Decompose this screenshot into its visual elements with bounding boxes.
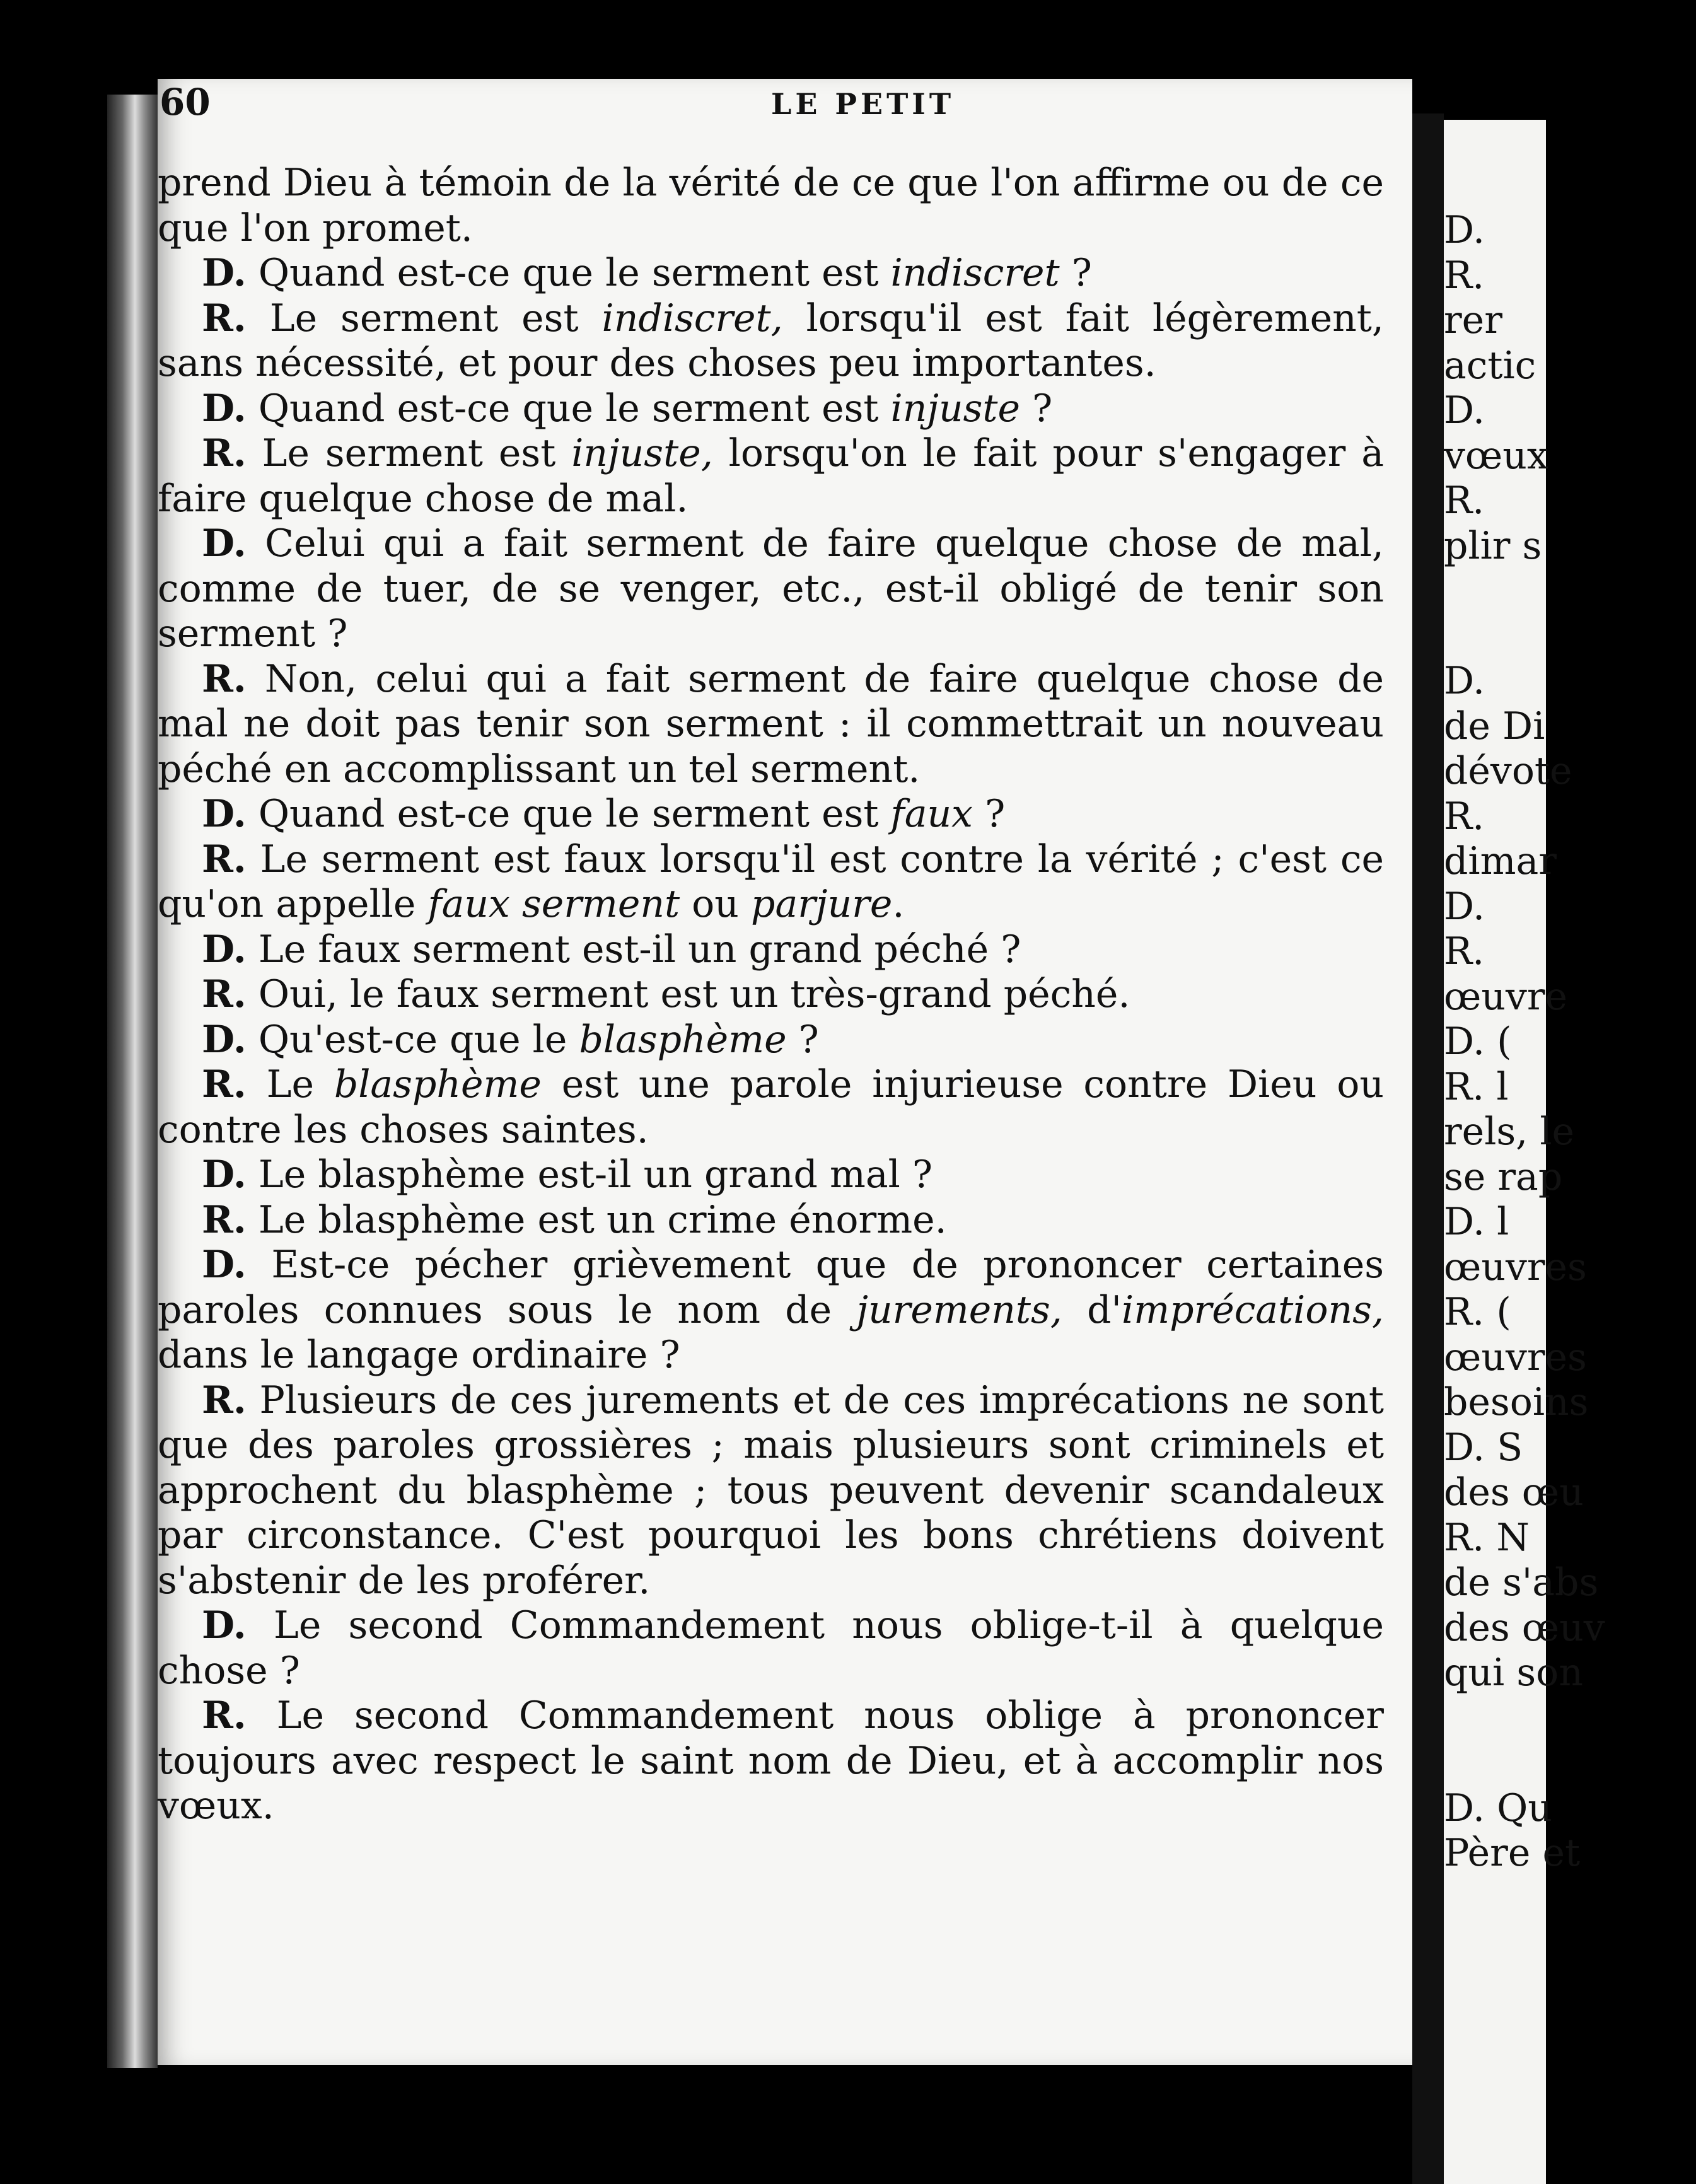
text-run: Le faux serment est-il un grand péché ? (258, 927, 1021, 972)
text-run: d' (1062, 1287, 1122, 1332)
facing-line: vœux (1444, 433, 1548, 478)
question-paragraph (158, 1603, 1384, 1693)
book-binding (107, 95, 158, 2068)
text-run: Quand est-ce que le serment est (258, 251, 891, 295)
text-run: Celui qui a fait serment de faire quelque chose de mal, comme de tuer, de se venger, etc., est-il obligé de tenir son serment ? (158, 521, 1384, 656)
facing-line: besoins (1444, 1380, 1589, 1424)
page-header (160, 81, 1105, 131)
italic-term: faux serment (427, 882, 680, 926)
answer-paragraph (158, 972, 1384, 1018)
text-run: . (892, 882, 905, 926)
text-run: Plusieurs de ces jurements et de ces imprécations ne sont que des paroles grossières ; mais plusieurs sont criminels et approchent du blasphème ; tous peuvent devenir scandaleux par circonstance. C'est pourquoi les bons chrétiens doivent s'abstenir de les proférer. (158, 1378, 1385, 1603)
facing-line: R. (1444, 794, 1485, 839)
paragraph-marker: D. (202, 1243, 247, 1287)
answer-paragraph (158, 1198, 1384, 1243)
answer-paragraph (158, 296, 1384, 386)
question-paragraph (158, 1153, 1384, 1198)
facing-line: R. (1444, 253, 1485, 298)
text-run: dans le langage ordinaire ? (158, 1333, 680, 1377)
page-right-fragment (1444, 120, 1605, 2184)
answer-paragraph (158, 431, 1384, 521)
running-head: LE PETIT (771, 87, 955, 121)
text-run: prend Dieu à témoin de la vérité de ce que l'on affirme ou de ce que l'on promet. (158, 161, 1384, 250)
italic-term: blasphème (334, 1062, 542, 1107)
text-run: Quand est-ce que le serment est (258, 792, 891, 836)
paragraph-marker: D. (202, 386, 247, 431)
facing-line: D. (1444, 208, 1485, 252)
text-run: ? (786, 1017, 819, 1062)
text-run: Le serment est (269, 296, 602, 340)
facing-line: D. S (1444, 1425, 1523, 1470)
paragraph-marker: D. (202, 1017, 247, 1062)
text-run: Le (266, 1062, 334, 1107)
text-run: Le serment est faux lorsqu'il est contre la vérité ; c'est ce qu'on appelle (158, 837, 1384, 926)
text-run: ? (1059, 251, 1092, 295)
italic-term: faux (890, 792, 973, 836)
facing-line: se rap (1444, 1154, 1563, 1199)
facing-line: R. ( (1444, 1290, 1511, 1334)
paragraph-marker: D. (202, 792, 247, 836)
paragraph-marker: D. (202, 1603, 247, 1647)
question-paragraph (158, 386, 1384, 432)
italic-term: jurements, (856, 1287, 1062, 1332)
text-run: Non, celui qui a fait serment de faire quelque chose de mal ne doit pas tenir son serment : il commettrait un nouveau péché en accomplissant un tel serment. (158, 656, 1384, 791)
facing-line: œuvres (1444, 1335, 1587, 1380)
question-paragraph (158, 1018, 1384, 1063)
facing-line: D. l (1444, 1200, 1509, 1244)
text-run: ? (1020, 386, 1053, 431)
facing-line: R. l (1444, 1064, 1509, 1109)
facing-line (1444, 1741, 1696, 1786)
italic-term: parjure (751, 882, 893, 926)
answer-paragraph (158, 1378, 1384, 1604)
paragraph-marker: R. (202, 1197, 247, 1242)
facing-line: des œuv (1444, 1605, 1605, 1650)
text-run: Est-ce pécher grièvement que de prononcer certaines paroles connues sous le nom de (158, 1243, 1385, 1332)
question-paragraph (158, 521, 1384, 657)
paragraph-marker: D. (202, 927, 247, 972)
text-run: Le blasphème est un crime énorme. (258, 1197, 947, 1242)
text-run: ? (973, 792, 1006, 836)
text-run: lorsqu'on le fait pour s'engager à faire quelque chose de mal. (158, 431, 1384, 521)
italic-term: injuste (890, 386, 1021, 431)
facing-line: rels, le (1444, 1110, 1575, 1154)
answer-paragraph (158, 1062, 1384, 1153)
facing-line: de s'abs (1444, 1560, 1599, 1605)
paragraph-marker: R. (202, 431, 247, 475)
text-run: Oui, le faux serment est un très-grand péché. (258, 972, 1130, 1016)
facing-line: dévote (1444, 749, 1572, 793)
facing-line: Père et (1444, 1831, 1581, 1875)
facing-line: R. (1444, 929, 1485, 973)
question-paragraph (158, 1243, 1384, 1378)
text-run: Le blasphème est-il un grand mal ? (258, 1153, 933, 1197)
text-run: Le second Commandement nous oblige à prononcer toujours avec respect le saint nom de Dieu, et à accomplir nos vœux. (158, 1693, 1384, 1828)
facing-line: R. (1444, 479, 1485, 523)
page-gutter (1412, 113, 1444, 2184)
text-run: Le second Commandement nous oblige-t-il à quelque chose ? (158, 1603, 1385, 1693)
facing-line: D. (1444, 659, 1485, 703)
facing-page-lines (1444, 208, 1696, 1876)
page-number: 60 (160, 81, 211, 124)
facing-line: D. ( (1444, 1019, 1512, 1064)
text-run: est une parole injurieuse contre Dieu ou contre les choses saintes. (158, 1062, 1384, 1152)
facing-line: D. Qu (1444, 1786, 1552, 1830)
text-run: Quand est-ce que le serment est (258, 386, 891, 431)
text-run: Le serment est (262, 431, 572, 475)
question-paragraph (158, 251, 1384, 296)
facing-line: actic (1444, 343, 1536, 388)
paragraph-marker: R. (202, 656, 247, 701)
paragraph-marker: R. (202, 1062, 247, 1107)
continued-paragraph (158, 161, 1384, 251)
italic-term: blasphème (579, 1017, 787, 1062)
answer-paragraph (158, 657, 1384, 793)
question-paragraph (158, 927, 1384, 973)
facing-line (1444, 569, 1696, 614)
question-paragraph (158, 792, 1384, 837)
facing-line: rer (1444, 298, 1502, 342)
facing-line: qui son (1444, 1651, 1583, 1695)
facing-line: dimar (1444, 839, 1557, 883)
paragraph-marker: D. (202, 521, 247, 566)
facing-line (1444, 1696, 1696, 1741)
facing-line: œuvres (1444, 1245, 1587, 1289)
italic-term: indiscret (890, 251, 1060, 295)
paragraph-marker: R. (202, 972, 247, 1016)
paragraph-marker: D. (202, 1153, 247, 1197)
facing-line: R. N (1444, 1515, 1530, 1560)
answer-paragraph (158, 1693, 1384, 1829)
facing-line (1444, 614, 1696, 659)
facing-line: plir s (1444, 523, 1542, 568)
text-run: lorsqu'il est fait légèrement, sans nécessité, et pour des choses peu importantes. (158, 296, 1384, 385)
italic-term: imprécations, (1122, 1287, 1385, 1332)
facing-line: œuvre (1444, 974, 1568, 1019)
answer-paragraph (158, 837, 1384, 927)
paragraph-marker: R. (202, 1693, 247, 1738)
body-text (158, 161, 1384, 1829)
paragraph-marker: D. (202, 251, 247, 295)
facing-line: D. (1444, 388, 1485, 433)
facing-line: des œu (1444, 1470, 1584, 1514)
italic-term: indiscret, (601, 296, 783, 340)
facing-line: de Di (1444, 704, 1545, 748)
paragraph-marker: R. (202, 837, 247, 881)
paragraph-marker: R. (202, 1378, 247, 1422)
text-run: ou (680, 882, 752, 926)
facing-line: D. (1444, 884, 1485, 929)
text-run: Qu'est-ce que le (258, 1017, 579, 1062)
paragraph-marker: R. (202, 296, 247, 340)
italic-term: injuste, (571, 431, 713, 475)
